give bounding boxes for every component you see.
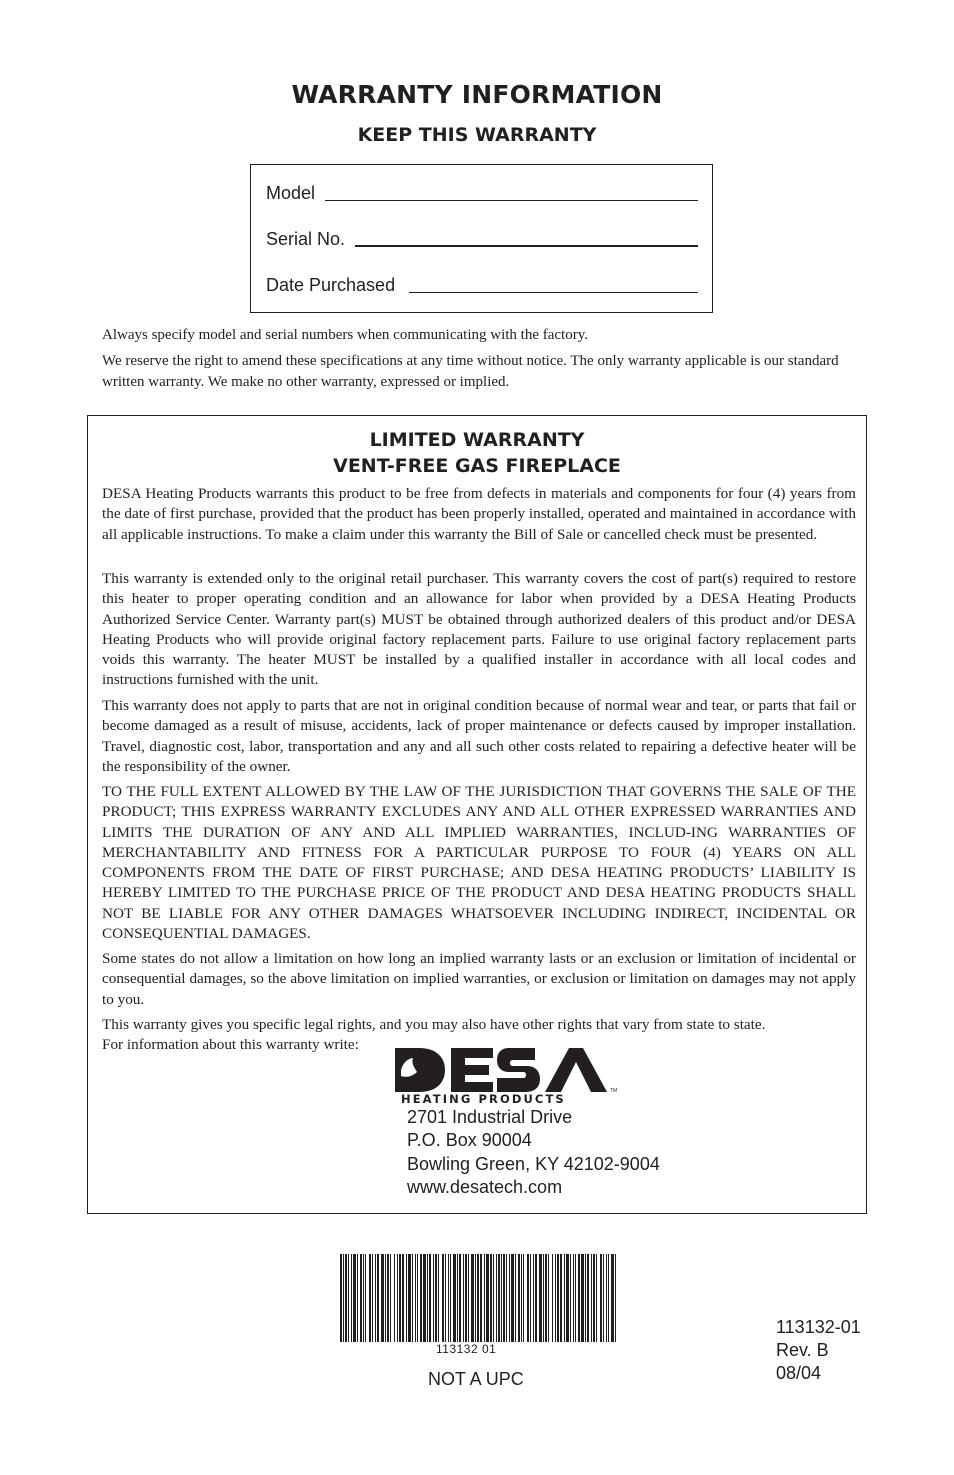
address-line: 2701 Industrial Drive [407,1107,573,1127]
barcode-bar [603,1254,604,1342]
warranty-heading-2: VENT-FREE GAS FIREPLACE [333,455,621,477]
warranty-write-line: For information about this warranty write: [102,1036,359,1053]
model-field[interactable] [325,199,698,201]
barcode-bar [533,1254,534,1342]
address-line: P.O. Box 90004 [407,1130,532,1150]
page-title: WARRANTY INFORMATION [291,80,663,109]
warranty-paragraph: TO THE FULL EXTENT ALLOWED BY THE LAW OF THE JURISDICTION THAT GOVERNS THE SALE OF THE PRODUCT; THIS EXPRESS WARRANTY EXCLUDES ANY AND ALL OTHER EXPRESSED WARRANTIES AND LIMITS THE DURATION OF ANY AND ALL IMPLIED WARRANTIES, INCLUD-ING WARRANTIES OF MERCHANTABILITY AND FITNESS FOR A PARTICULAR PURPOSE TO FOUR (4) YEARS ON ALL COMPONENTS FROM THE DATE OF FIRST PURCHASE; AND DESA HEATING PRODUCTS’ LIABILITY IS HEREBY LIMITED TO THE PURCHASE PRICE OF THE PRODUCT AND DESA HEATING PRODUCTS SHALL NOT BE LIABLE FOR ANY OTHER DAMAGES WHATSOEVER INCLUDING INDIRECT, INCIDENTAL OR CONSEQUENTIAL DAMAGES. [102,783,856,943]
barcode-bar [394,1254,395,1342]
barcode-bar [498,1254,500,1342]
barcode-bar [539,1254,542,1342]
notice-amend: We reserve the right to amend these specifications at any time without notice. The only warranty applicable is our standard written warranty. We make no other warranty, expressed or implied. [102,353,839,390]
barcode-bar [351,1254,352,1342]
barcode-bar [406,1254,407,1342]
barcode-bar [606,1254,607,1342]
barcode-bar [475,1254,476,1342]
not-upc-label: NOT A UPC [428,1369,524,1389]
barcode-bar [448,1254,449,1342]
barcode-bar [399,1254,401,1342]
barcode-bar [340,1254,342,1342]
barcode-bar [523,1254,524,1342]
barcode-bar [521,1254,522,1342]
barcode-bar [501,1254,502,1342]
barcode-bar [417,1254,418,1342]
barcode-bar [564,1254,565,1342]
barcode-bar [555,1254,556,1342]
barcode-bar [511,1254,514,1342]
barcode-bar [433,1254,434,1342]
barcode-bar [463,1254,464,1342]
barcode-bar [587,1254,589,1342]
barcode-bar [453,1254,456,1342]
registration-box [250,164,713,313]
barcode-bar [578,1254,580,1342]
barcode-number: 113132 01 [436,1342,497,1356]
barcode-bar [427,1254,428,1342]
barcode-bar [348,1254,349,1342]
barcode-bar [490,1254,492,1342]
barcode-bar [530,1254,531,1342]
barcode-bar [438,1254,439,1342]
barcode-bar [509,1254,510,1342]
barcode-bar [515,1254,516,1342]
logo-tagline: HEATING PRODUCTS [401,1092,566,1106]
barcode-bar [493,1254,494,1342]
barcode-bar [415,1254,416,1342]
warranty-paragraph: DESA Heating Products warrants this product to be free from defects in materials and components for four (4) years from the date of first purchase, provided that the product has been properly installed, operated and maintained in accordance with all applicable instructions. To make a claim under this warranty the Bill of Sale or cancelled check must be presented. [102,485,856,543]
barcode-bar [484,1254,485,1342]
barcode-bar [575,1254,576,1342]
barcode-bar [468,1254,469,1342]
model-label: Model [266,183,316,203]
warranty-paragraph: This warranty does not apply to parts that are not in original condition because of normal wear and tear, or parts that fail or become damaged as a result of misuse, accidents, lack of proper maintenance or defects caused by improper installation. Travel, diagnostic cost, labor, transportation and any and all such other costs related to repairing a defective heater will be the responsibility of the owner. [102,697,856,775]
barcode-bar [357,1254,358,1342]
barcode-bar [353,1254,356,1342]
barcode-bar [408,1254,411,1342]
barcode-bar [573,1254,574,1342]
serial-row [266,229,698,250]
barcode-bar [471,1254,474,1342]
barcode-bar [480,1254,482,1342]
barcode-bar [600,1254,602,1342]
barcode-bar [560,1254,562,1342]
barcode-bar [596,1254,597,1342]
date-row [266,275,698,296]
barcode-bar [420,1254,422,1342]
warranty-paragraph: This warranty is extended only to the original retail purchaser. This warranty covers the cost of part(s) required to restore this heater to proper operating condition and an allowance for labor when provided by a DESA Heating Products Authorized Service Center. Warranty part(s) MUST be obtained through authorized dealers of this product and/or DESA Heating Products who will provide original factory replacement parts. Failure to use original factory replacement parts voids this warranty. The heater MUST be installed by a qualified installer in accordance with all local codes and instructions furnished with the unit. [102,570,856,689]
print-date: 08/04 [776,1363,822,1383]
barcode-bar [503,1254,505,1342]
serial-label: Serial No. [266,229,346,249]
date-field[interactable] [409,291,698,293]
barcode-bar [496,1254,497,1342]
barcode-bar [402,1254,404,1342]
barcode-bar [345,1254,347,1342]
barcode-bar [385,1254,386,1342]
serial-field[interactable] [355,244,698,247]
barcode-bar [343,1254,344,1342]
barcode-bar [486,1254,489,1342]
desa-logo [393,1046,623,1106]
barcode-bar [375,1254,376,1342]
barcode-bar [552,1254,553,1342]
barcode-bar [535,1254,537,1342]
barcode-bar [611,1254,614,1342]
barcode-bar [506,1254,507,1342]
barcode-bar [593,1254,595,1342]
svg-text:TM: TM [610,1088,618,1094]
barcode-bar [591,1254,592,1342]
barcode-bar [518,1254,520,1342]
barcode-bar [387,1254,389,1342]
barcode-bar [459,1254,461,1342]
warranty-heading-1: LIMITED WARRANTY [369,429,585,451]
barcode-bar [363,1254,364,1342]
barcode-bar [390,1254,391,1342]
barcode-bar [615,1254,616,1342]
barcode-bar [450,1254,451,1342]
barcode-bar [369,1254,371,1342]
barcode-bar [423,1254,426,1342]
barcode-bar [465,1254,467,1342]
barcode-bar [581,1254,584,1342]
barcode-bar [543,1254,544,1342]
notice-specify: Always specify model and serial numbers when communicating with the factory. [102,327,588,343]
part-number: 113132-01 [776,1317,861,1337]
barcode-bar [365,1254,366,1342]
barcode-bar [372,1254,373,1342]
barcode-bar [477,1254,479,1342]
barcode-bar [548,1254,549,1342]
barcode-bar [442,1254,444,1342]
date-label: Date Purchased [266,275,396,295]
model-row [266,183,698,204]
barcode-bar [429,1254,431,1342]
part-number-block [776,1316,861,1385]
website-link[interactable]: www.desatech.com [407,1177,563,1197]
barcode-bar [397,1254,398,1342]
barcode-bar [608,1254,609,1342]
barcode-bar [435,1254,437,1342]
barcode-bar [457,1254,458,1342]
limited-warranty-box [87,415,867,1214]
barcode-bar [566,1254,569,1342]
barcode-bar [381,1254,384,1342]
address-line: Bowling Green, KY 42102-9004 [407,1154,660,1174]
barcode-bar [557,1254,559,1342]
barcode-bar [412,1254,413,1342]
warranty-paragraph: This warranty gives you specific legal rights, and you may also have other rights that vary from state to state. [102,1016,766,1033]
barcode-bar [585,1254,586,1342]
barcode-bar [445,1254,446,1342]
barcode-bar [570,1254,571,1342]
barcode-bar [545,1254,547,1342]
warranty-paragraph: Some states do not allow a limitation on how long an implied warranty lasts or an exclusion or limitation of incidental or consequential damages, so the above limitation on implied warranties, or exclusion or limitation on damages may not apply to you. [102,950,856,1008]
barcode-bar [377,1254,379,1342]
barcode [340,1254,616,1342]
revision: Rev. B [776,1340,829,1360]
page-subtitle: KEEP THIS WARRANTY [357,124,597,146]
barcode-bar [360,1254,362,1342]
barcode-bar [527,1254,529,1342]
